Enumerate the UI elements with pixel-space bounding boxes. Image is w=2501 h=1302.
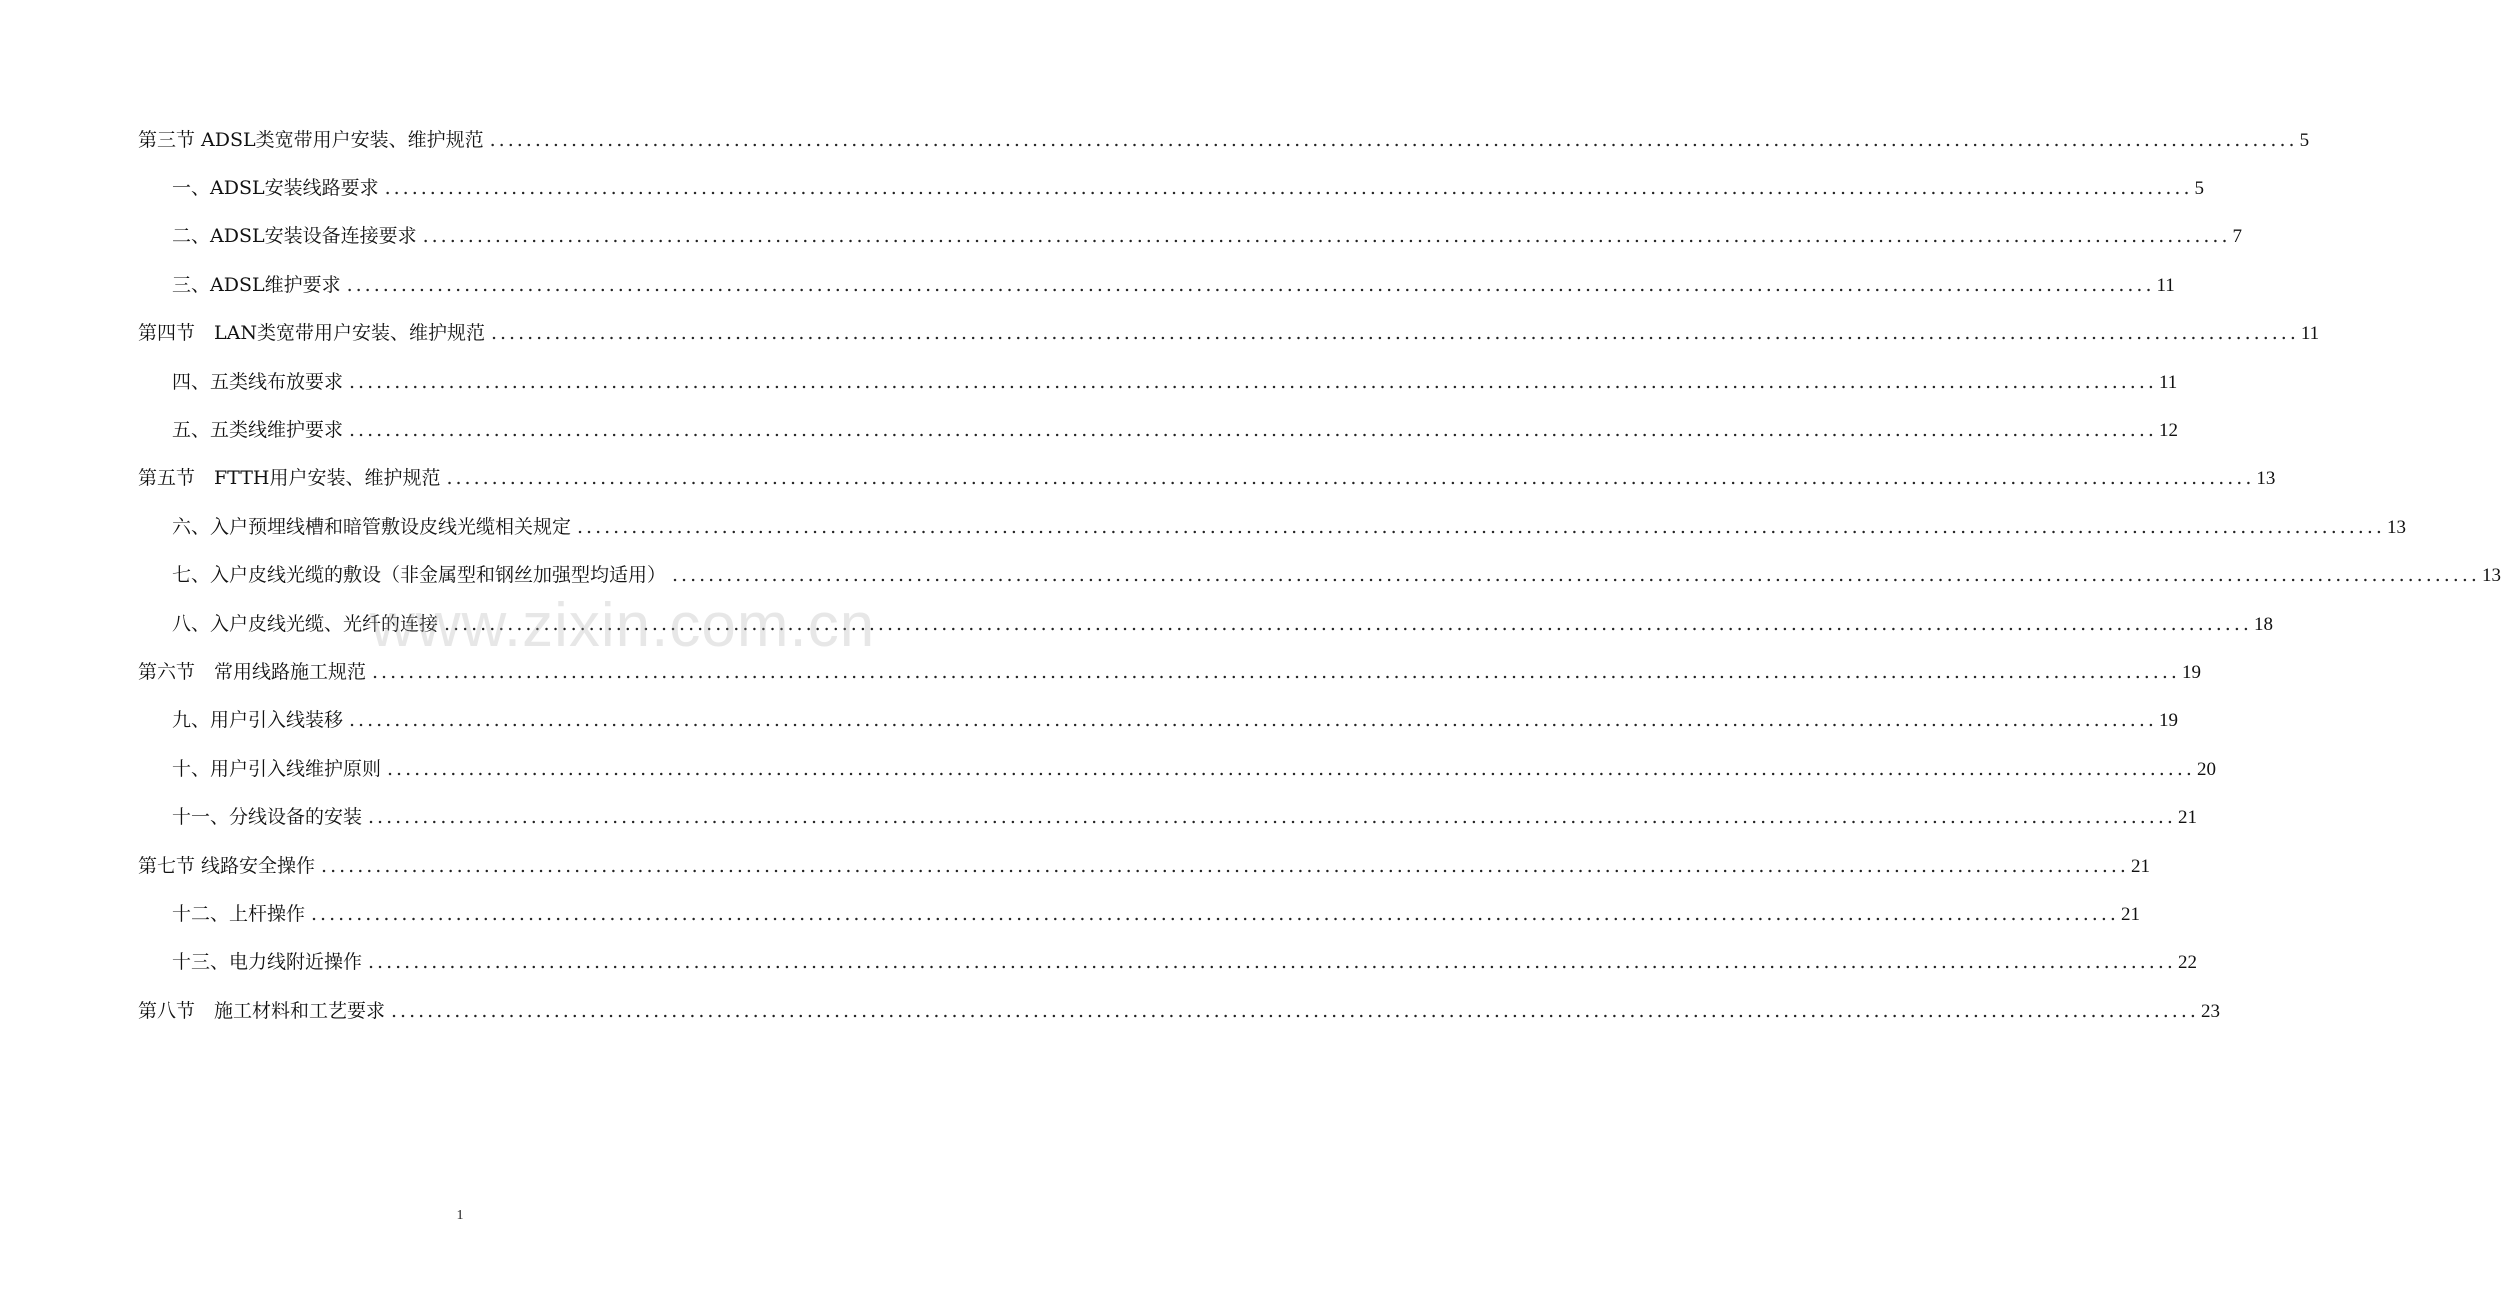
- toc-entry-page-number: 11: [2156, 274, 2175, 296]
- toc-dot-leader: ........................................................................................................................................................................................................: [372, 660, 2180, 683]
- toc-dot-leader: ........................................................................................................................................................................................................: [384, 177, 2193, 200]
- toc-dot-leader: ........................................................................................................................................................................................................: [311, 902, 2119, 925]
- toc-entry-page-number: 21: [2130, 855, 2150, 877]
- toc-dot-leader: ........................................................................................................................................................................................................: [368, 806, 2176, 829]
- toc-entry-label: 第八节 施工材料和工艺要求: [138, 999, 386, 1022]
- toc-dot-leader: ........................................................................................................................................................................................................: [346, 273, 2155, 296]
- toc-subsection-entry[interactable]: [138, 358, 2178, 406]
- toc-subsection-entry[interactable]: [138, 261, 2175, 309]
- toc-entry-page-number: 23: [2200, 1000, 2220, 1022]
- toc-entry-label: 三、ADSL维护要求: [172, 273, 341, 296]
- toc-entry-label: 十、用户引入线维护原则: [172, 757, 382, 780]
- toc-entry-page-number: 21: [2120, 903, 2140, 925]
- toc-subsection-entry[interactable]: [138, 745, 2216, 793]
- toc-entry-page-number: 5: [2299, 129, 2310, 151]
- toc-section-entry[interactable]: [138, 310, 2320, 358]
- toc-entry-page-number: 13: [2481, 565, 2501, 587]
- toc-dot-leader: ........................................................................................................................................................................................................: [387, 757, 2195, 780]
- toc-dot-leader: ........................................................................................................................................................................................................: [489, 128, 2298, 151]
- toc-dot-leader: ........................................................................................................................................................................................................: [391, 999, 2199, 1022]
- toc-section-entry[interactable]: [138, 455, 2276, 503]
- toc-entry-page-number: 7: [2232, 226, 2243, 248]
- toc-entry-page-number: 21: [2177, 807, 2197, 829]
- toc-entry-label: 六、入户预埋线槽和暗管敷设皮线光缆相关规定: [172, 515, 572, 538]
- toc-entry-label: 四、五类线布放要求: [172, 370, 344, 393]
- toc-subsection-entry[interactable]: [138, 406, 2178, 454]
- toc-entry-page-number: 11: [2300, 323, 2320, 345]
- toc-entry-label: 十一、分线设备的安装: [172, 806, 363, 829]
- toc-entry-label: 二、ADSL安装设备连接要求: [172, 225, 417, 248]
- toc-entry-label: 一、ADSL安装线路要求: [172, 177, 379, 200]
- toc-subsection-entry[interactable]: [138, 164, 2205, 212]
- table-of-contents: [138, 116, 2501, 1035]
- toc-entry-label: 第五节 FTTH用户安装、维护规范: [138, 467, 441, 490]
- toc-entry-label: 五、五类线维护要求: [172, 419, 344, 442]
- toc-dot-leader: ........................................................................................................................................................................................................: [422, 225, 2231, 248]
- toc-entry-page-number: 19: [2158, 710, 2178, 732]
- toc-entry-label: 八、入户皮线光缆、光纤的连接: [172, 612, 439, 635]
- toc-entry-page-number: 13: [2386, 516, 2406, 538]
- toc-subsection-entry[interactable]: [138, 793, 2197, 841]
- toc-dot-leader: ........................................................................................................................................................................................................: [349, 419, 2157, 442]
- toc-entry-label: 七、入户皮线光缆的敷设（非金属型和钢丝加强型均适用）: [172, 564, 667, 587]
- watermark: www.zixin.com.cn: [370, 591, 876, 660]
- toc-subsection-entry[interactable]: [138, 939, 2197, 987]
- toc-dot-leader: ........................................................................................................................................................................................................: [321, 854, 2129, 877]
- toc-subsection-entry[interactable]: [138, 890, 2140, 938]
- toc-entry-label: 十三、电力线附近操作: [172, 951, 363, 974]
- toc-entry-page-number: 5: [2194, 178, 2205, 200]
- toc-dot-leader: ........................................................................................................................................................................................................: [444, 612, 2252, 635]
- toc-entry-page-number: 22: [2177, 952, 2197, 974]
- toc-section-entry[interactable]: [138, 842, 2150, 890]
- toc-entry-page-number: 12: [2158, 420, 2178, 442]
- toc-entry-page-number: 19: [2181, 661, 2201, 683]
- toc-dot-leader: ........................................................................................................................................................................................................: [672, 564, 2480, 587]
- toc-entry-page-number: 11: [2158, 371, 2178, 393]
- page-number: 1: [456, 1208, 464, 1223]
- toc-entry-page-number: 18: [2253, 613, 2273, 635]
- toc-dot-leader: ........................................................................................................................................................................................................: [577, 515, 2385, 538]
- toc-subsection-entry[interactable]: [138, 697, 2178, 745]
- toc-entry-page-number: 20: [2196, 758, 2216, 780]
- toc-section-entry[interactable]: [138, 116, 2310, 164]
- toc-entry-label: 九、用户引入线装移: [172, 709, 344, 732]
- toc-dot-leader: ........................................................................................................................................................................................................: [349, 709, 2157, 732]
- toc-entry-label: 第四节 LAN类宽带用户安装、维护规范: [138, 322, 485, 345]
- toc-entry-page-number: 13: [2256, 468, 2276, 490]
- toc-entry-label: 第七节 线路安全操作: [138, 854, 316, 877]
- toc-section-entry[interactable]: [138, 987, 2220, 1035]
- toc-entry-label: 第六节 常用线路施工规范: [138, 660, 367, 683]
- toc-dot-leader: ........................................................................................................................................................................................................: [446, 467, 2255, 490]
- toc-entry-label: 第三节 ADSL类宽带用户安装、维护规范: [138, 128, 484, 151]
- toc-dot-leader: ........................................................................................................................................................................................................: [368, 951, 2176, 974]
- toc-subsection-entry[interactable]: [138, 503, 2406, 551]
- toc-entry-label: 十二、上杆操作: [172, 902, 306, 925]
- toc-dot-leader: ........................................................................................................................................................................................................: [349, 370, 2157, 393]
- toc-subsection-entry[interactable]: [138, 213, 2243, 261]
- toc-dot-leader: ........................................................................................................................................................................................................: [490, 322, 2299, 345]
